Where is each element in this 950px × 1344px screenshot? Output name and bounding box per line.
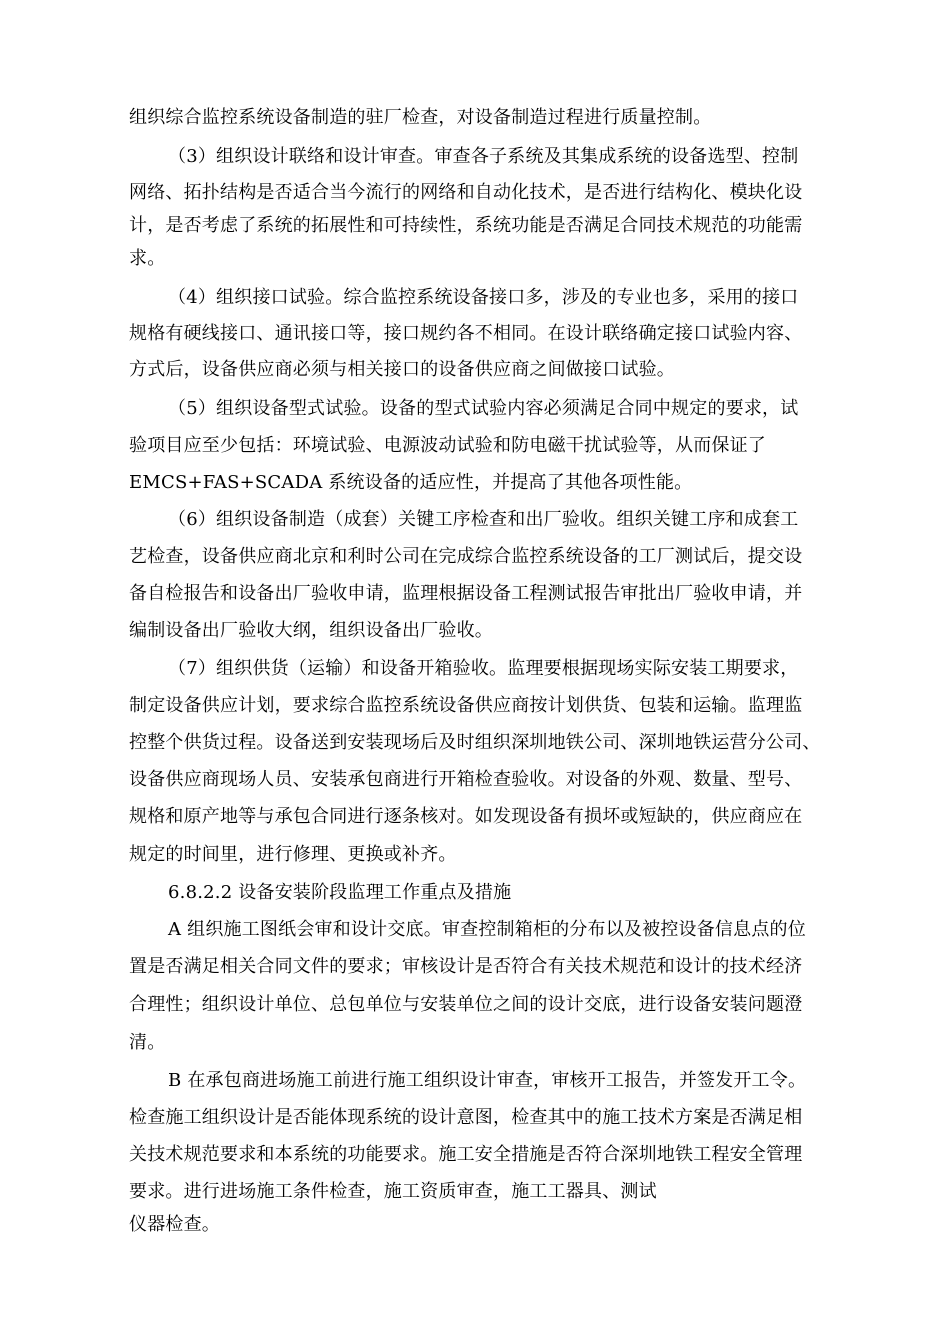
paragraph-line: （3）组织设计联络和设计审查。审查各子系统及其集成系统的设备选型、控制: [168, 146, 799, 167]
paragraph-line: 规格和原产地等与承包合同进行逐条核对。如发现设备有损坏或短缺的，供应商应在: [129, 806, 803, 827]
paragraph-line: 设备供应商现场人员、安装承包商进行开箱检查验收。对设备的外观、数量、型号、: [129, 769, 803, 790]
paragraph-line: 计，是否考虑了系统的拓展性和可持续性，系统功能是否满足合同技术规范的功能需: [129, 215, 803, 236]
paragraph-line: 求。: [129, 248, 166, 269]
paragraph-line: 规定的时间里，进行修理、更换或补齐。: [129, 844, 457, 865]
paragraph-line: 艺检查，设备供应商北京和利时公司在完成综合监控系统设备的工厂测试后，提交设: [129, 546, 803, 567]
section-heading: 6.8.2.2 设备安装阶段监理工作重点及措施: [168, 882, 512, 903]
paragraph-line: 置是否满足相关合同文件的要求；审核设计是否符合有关技术规范和设计的技术经济: [129, 956, 803, 977]
paragraph-line: （5）组织设备型式试验。设备的型式试验内容必须满足合同中规定的要求，试: [168, 398, 799, 419]
paragraph-line: 控整个供货过程。设备送到安装现场后及时组织深圳地铁公司、深圳地铁运营分公司、: [129, 732, 821, 753]
paragraph-line: 网络、拓扑结构是否适合当今流行的网络和自动化技术，是否进行结构化、模块化设: [129, 182, 803, 203]
paragraph-line: 关技术规范要求和本系统的功能要求。施工安全措施是否符合深圳地铁工程安全管理: [129, 1144, 803, 1165]
paragraph-line: 组织综合监控系统设备制造的驻厂检查，对设备制造过程进行质量控制。: [129, 107, 712, 128]
paragraph-line: 规格有硬线接口、通讯接口等，接口规约各不相同。在设计联络确定接口试验内容、: [129, 323, 803, 344]
paragraph-line: （7）组织供货（运输）和设备开箱验收。监理要根据现场实际安装工期要求，: [168, 658, 799, 679]
paragraph-line: 要求。进行进场施工条件检查，施工资质审查，施工工器具、测试: [129, 1181, 657, 1202]
paragraph-line: 合理性；组织设计单位、总包单位与安装单位之间的设计交底，进行设备安装问题澄: [129, 994, 803, 1015]
paragraph-line: 方式后，设备供应商必须与相关接口的设备供应商之间做接口试验。: [129, 359, 675, 380]
paragraph-line: A 组织施工图纸会审和设计交底。审查控制箱柜的分布以及被控设备信息点的位: [168, 919, 806, 940]
paragraph-line: 备自检报告和设备出厂验收申请，监理根据设备工程测试报告审批出厂验收申请，并: [129, 583, 803, 604]
paragraph-line: 清。: [129, 1032, 166, 1053]
paragraph-line: B 在承包商进场施工前进行施工组织设计审查，审核开工报告，并签发开工令。: [168, 1070, 807, 1091]
paragraph-line: 检查施工组织设计是否能体现系统的设计意图，检查其中的施工技术方案是否满足相: [129, 1107, 803, 1128]
paragraph-line: 编制设备出厂验收大纲，组织设备出厂验收。: [129, 620, 493, 641]
paragraph-line: （6）组织设备制造（成套）关键工序检查和出厂验收。组织关键工序和成套工: [168, 509, 799, 530]
paragraph-line: 验项目应至少包括：环境试验、电源波动试验和防电磁干扰试验等，从而保证了: [129, 435, 766, 456]
paragraph-line: EMCS+FAS+SCADA 系统设备的适应性，并提高了其他各项性能。: [129, 472, 693, 493]
paragraph-line: （4）组织接口试验。综合监控系统设备接口多，涉及的专业也多，采用的接口: [168, 287, 799, 308]
paragraph-line: 仪器检查。: [129, 1214, 220, 1235]
paragraph-line: 制定设备供应计划，要求综合监控系统设备供应商按计划供货、包装和运输。监理监: [129, 695, 803, 716]
